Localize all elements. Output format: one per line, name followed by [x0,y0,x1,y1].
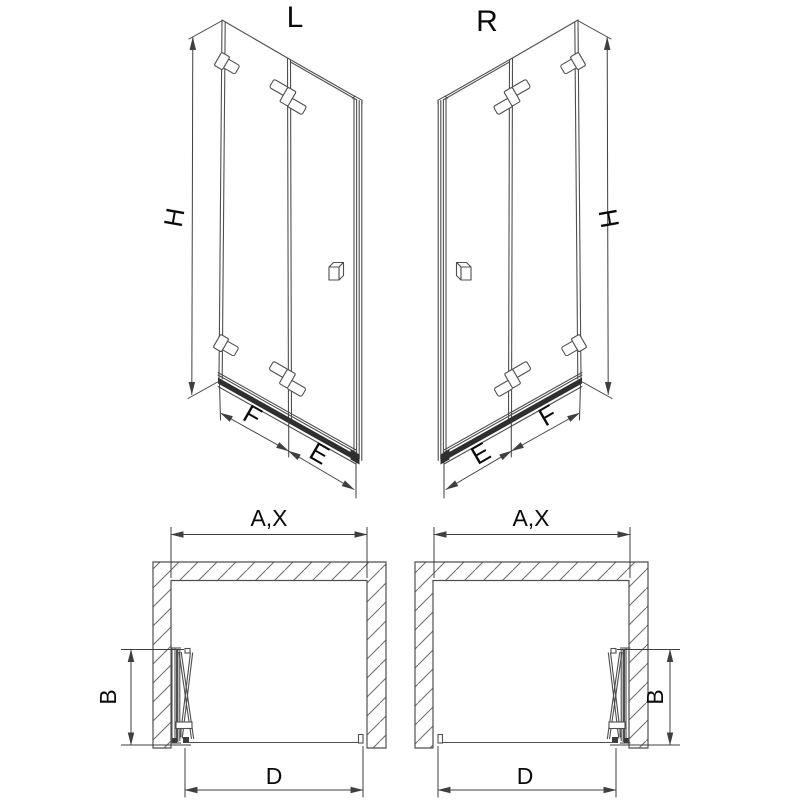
plan-right-wall [415,562,648,748]
view-title-l: L [286,1,304,34]
dim-label-ax-right: A,X [512,505,550,531]
dim-label-h-left: H [157,205,191,230]
elevation-r-view [438,5,625,498]
dim-label-ax-left: A,X [250,505,288,531]
dim-label-f-right: F [533,398,562,433]
dim-label-e-right: E [465,435,496,471]
dim-label-e-left: E [304,435,335,471]
dim-label-f-left: F [238,398,267,433]
elevation-l-view [158,1,362,498]
plan-right-view [415,505,680,798]
plan-left-wall [153,562,386,748]
view-title-r: R [476,5,498,38]
elevation-r-lineart [438,20,612,498]
dim-label-b-left: B [95,689,121,705]
dim-label-d-right: D [516,763,534,789]
dim-label-b-right: B [642,689,668,705]
dim-label-h-right: H [592,206,626,231]
plan-left-view [95,505,386,798]
dim-label-d-left: D [265,763,283,789]
elevation-l-lineart [188,20,362,498]
